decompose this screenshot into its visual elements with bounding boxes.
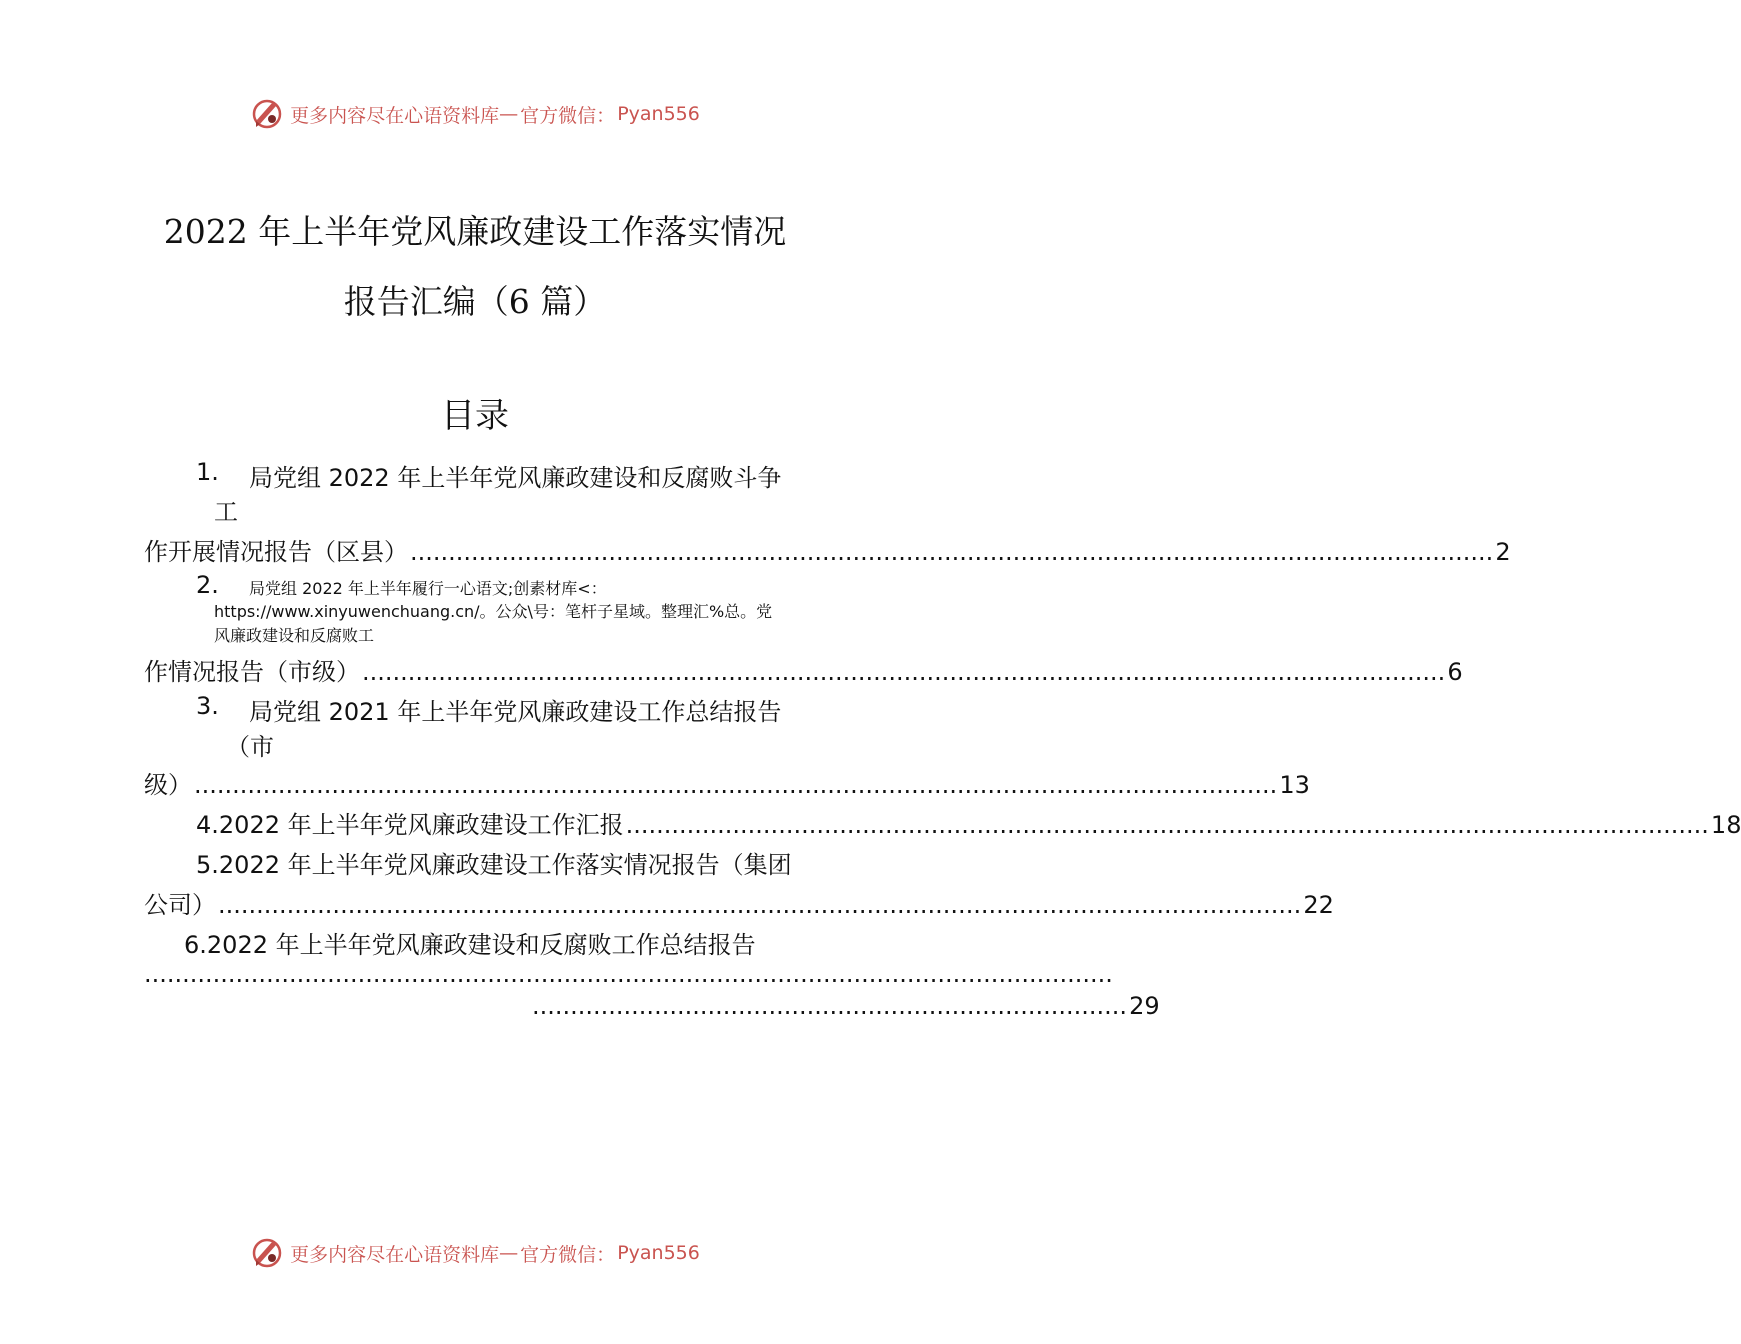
toc-item-4-page: 18 — [1710, 811, 1741, 839]
toc-item-5-line1[interactable]: 5.2022 年上半年党风廉政建设工作落实情况报告（集团 — [196, 851, 792, 879]
banner-wechat-id: Pyan556 — [617, 1242, 700, 1264]
leader-dots: .............................................................................................................................................. — [362, 658, 1446, 686]
leader-dots-row: ............................................................................................................................... — [144, 960, 1113, 988]
banner-wechat-id: Pyan556 — [617, 103, 700, 125]
toc-item-1-number: 1. — [196, 458, 219, 486]
toc-item-6-page: 29 — [1129, 992, 1160, 1020]
doc-title-line2: 报告汇编（6 篇） — [343, 282, 607, 321]
footer-banner — [0, 1233, 950, 1273]
toc-item-1-page: 2 — [1495, 538, 1511, 566]
toc-item-3-number: 3. — [196, 692, 219, 720]
leader-dots: .............................................................................................................................................. — [410, 538, 1494, 566]
toc-item-4-entry[interactable] — [196, 805, 1741, 840]
doc-title-line1: 2022 年上半年党风廉政建设工作落实情况 — [163, 212, 787, 251]
leader-dots: .............................................................................................................................................. — [218, 891, 1302, 919]
toc-item-6-entry[interactable] — [530, 992, 1160, 1020]
toc-item-5-entry[interactable] — [144, 885, 1334, 920]
pen-logo-icon — [250, 1236, 284, 1270]
banner-dash: — — [499, 1242, 519, 1264]
toc-item-4-text: 4.2022 年上半年党风廉政建设工作汇报 — [196, 811, 624, 839]
toc-item-3-page: 13 — [1279, 771, 1310, 799]
toc-item-2-line2[interactable]: https://www.xinyuwenchuang.cn/。公众\号：笔杆子星域。整理汇%总。党 — [214, 602, 773, 621]
header-banner — [0, 94, 950, 134]
banner-wechat-label: 官方微信： — [520, 1243, 616, 1266]
leader-dots: .............................................................................. — [532, 992, 1128, 1020]
banner-dash: — — [499, 103, 519, 125]
toc-item-2-entry[interactable] — [144, 652, 1463, 687]
toc-item-1-line1[interactable]: 局党组 2022 年上半年党风廉政建设和反腐败斗争 — [249, 464, 782, 492]
toc-item-2-number: 2. — [196, 571, 219, 599]
toc-item-2-line4: 作情况报告（市级） — [144, 658, 360, 686]
toc-item-5-line2: 公司） — [144, 891, 216, 919]
banner-text: 更多内容尽在心语资料库 — [290, 1243, 500, 1266]
toc-item-6-line1[interactable]: 6.2022 年上半年党风廉政建设和反腐败工作总结报告 — [184, 931, 756, 959]
pen-logo-icon — [250, 97, 284, 131]
leader-dots: .............................................................................................................................................. — [625, 811, 1709, 839]
banner-wechat-label: 官方微信： — [520, 104, 616, 127]
toc-item-1-line3: 作开展情况报告（区县） — [144, 538, 408, 566]
toc-item-2-line1[interactable]: 局党组 2022 年上半年履行一心语文;创素材库<： — [249, 579, 607, 598]
banner-text: 更多内容尽在心语资料库 — [290, 104, 500, 127]
toc-item-1-line2[interactable]: 工 — [214, 498, 238, 526]
leader-dots: .............................................................................................................................................. — [194, 771, 1278, 799]
toc-heading: 目录 — [441, 396, 509, 436]
toc-item-3-line1[interactable]: 局党组 2021 年上半年党风廉政建设工作总结报告 — [249, 698, 782, 726]
toc-item-3-line3: 级） — [144, 771, 192, 799]
toc-item-3-line2[interactable]: （市 — [226, 733, 274, 761]
toc-item-1-entry[interactable] — [144, 532, 1511, 567]
toc-item-3-entry[interactable] — [144, 765, 1310, 800]
toc-item-2-line3[interactable]: 风廉政建设和反腐败工 — [214, 626, 375, 645]
toc-item-5-page: 22 — [1303, 891, 1334, 919]
toc-item-2-page: 6 — [1447, 658, 1463, 686]
